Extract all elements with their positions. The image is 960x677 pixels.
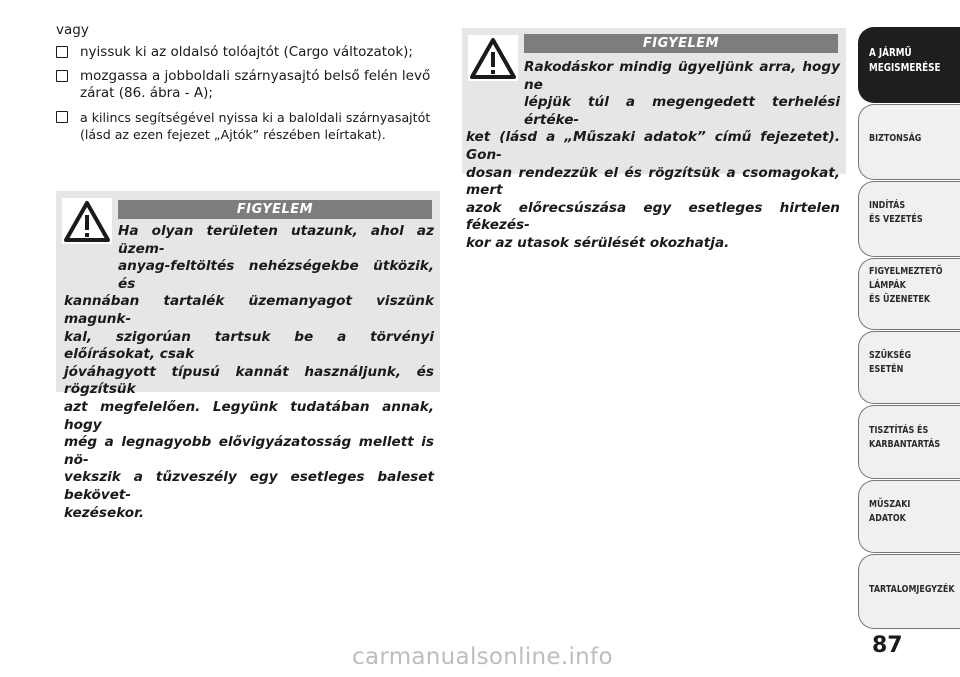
checkbox-bullet-icon bbox=[56, 111, 68, 123]
bullet-list bbox=[56, 44, 440, 143]
page-number: 87 bbox=[872, 633, 903, 658]
tab-vehicle[interactable]: A JÁRMŰ MEGISMERÉSE bbox=[858, 27, 960, 103]
list-item: a kilincs segítségével nyissa ki a baloldali szárnyasajtót (lásd az ezen fejezet „Ajtók” részében leírtakat). bbox=[56, 109, 440, 143]
tab-starting-driving[interactable]: INDÍTÁS ÉS VEZETÉS bbox=[858, 181, 960, 257]
list-item: mozgassa a jobboldali szárnyasajtó belső felén levő zárat (86. ábra - A); bbox=[56, 68, 440, 102]
tab-safety[interactable]: BIZTONSÁG bbox=[858, 104, 960, 180]
warning-heading: FIGYELEM bbox=[524, 34, 838, 53]
left-column bbox=[56, 22, 440, 150]
tab-emergency[interactable]: SZÜKSÉG ESETÉN bbox=[858, 331, 960, 404]
chapter-tabs bbox=[858, 0, 960, 640]
tab-index[interactable]: TARTALOMJEGYZÉK bbox=[858, 554, 960, 629]
tab-maintenance[interactable]: TISZTÍTÁS ÉS KARBANTARTÁS bbox=[858, 405, 960, 479]
warning-box-fuel bbox=[56, 191, 440, 521]
watermark: carmanualsonline.info bbox=[352, 644, 613, 670]
list-item: nyissuk ki az oldalsó tolóajtót (Cargo változatok); bbox=[56, 44, 440, 61]
warning-text: Rakodáskor mindig ügyeljünk arra, hogy ne lépjük túl a megengedett terhelési értéke- ket (lásd a „Műszaki adatok” című fejezetet). Gon- dosan rendezzük el és rögzítsük a csomagokat, mert azok előrecsúszása egy esetleges hirtelen fékezés- kor az utasok sérülését okozhatja. bbox=[466, 59, 840, 251]
checkbox-bullet-icon bbox=[56, 46, 68, 58]
tab-warning-lights[interactable]: FIGYELMEZTETŐ LÁMPÁK ÉS ÜZENETEK bbox=[858, 258, 960, 330]
warning-box-loading bbox=[462, 28, 846, 251]
warning-heading: FIGYELEM bbox=[118, 200, 432, 219]
warning-text: Ha olyan területen utazunk, ahol az üzem- anyag-feltöltés nehézségekbe ütközik, és kannában tartalék üzemanyagot viszünk magunk- kal, szigorúan tartsuk be a törvényi előírásokat, csak jóváhagyott típusú kannát használjunk, és rögzítsük azt megfelelően. Legyünk tudatában annak, hogy még a legnagyobb elővigyázatosság mellett is nö- vekszik a tűzveszély egy esetleges baleset bekövet- kezésekor. bbox=[64, 223, 434, 521]
tab-technical-data[interactable]: MŰSZAKI ADATOK bbox=[858, 480, 960, 553]
checkbox-bullet-icon bbox=[56, 70, 68, 82]
intro-text: vagy bbox=[56, 22, 89, 38]
